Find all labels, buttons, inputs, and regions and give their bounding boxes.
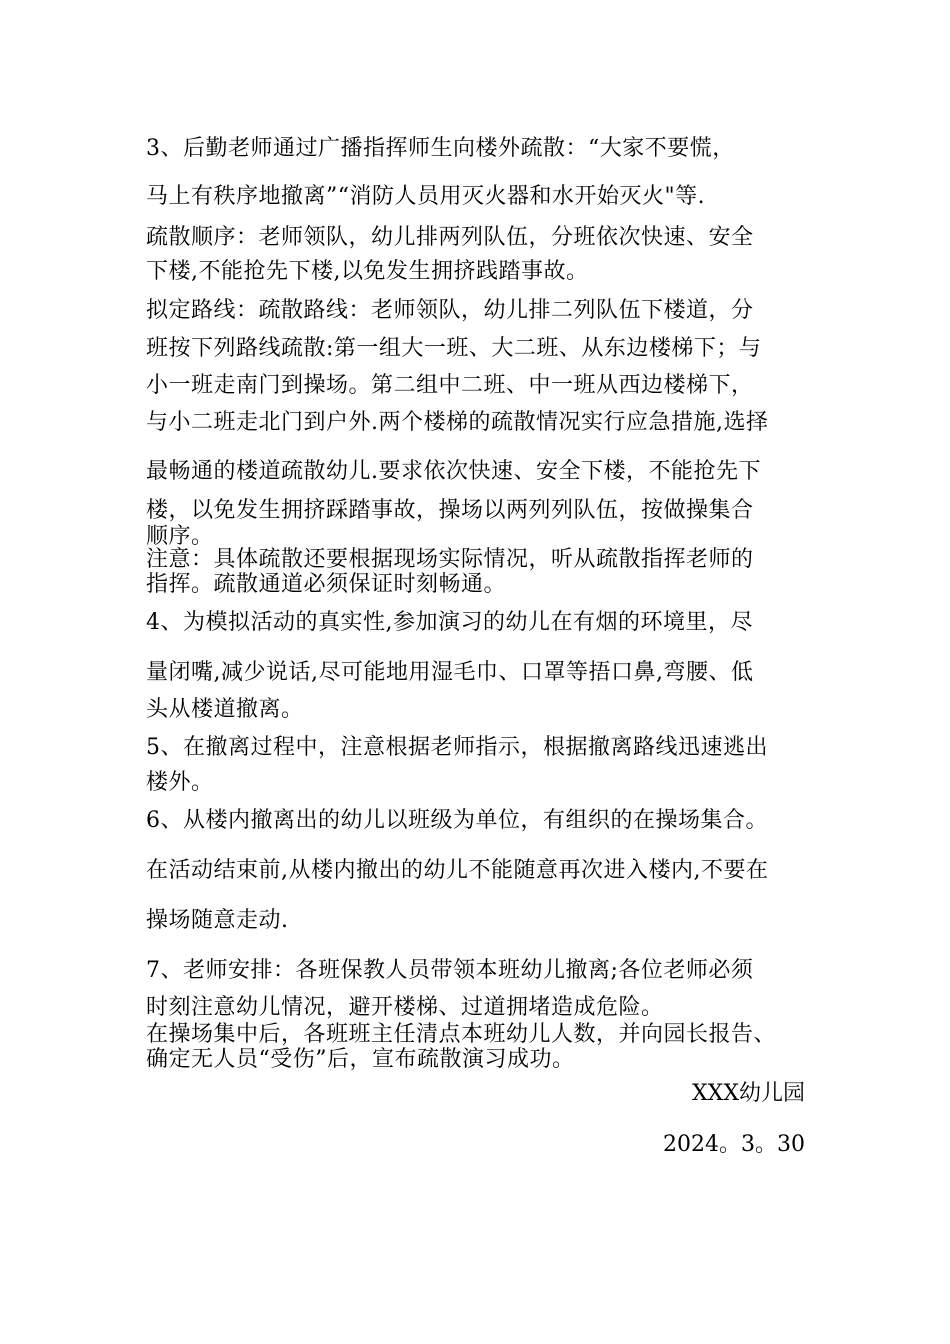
text-line: 拟定路线：疏散路线：老师领队，幼儿排二列队伍下楼道，分	[146, 298, 754, 323]
text-line: 与小二班走北门到户外.两个楼梯的疏散情况实行应急措施,选择	[146, 410, 769, 435]
text-line: 小一班走南门到操场。第二组中二班、中一班从西边楼梯下，	[146, 373, 754, 398]
text-line: 操场随意走动.	[146, 908, 289, 933]
text-line: 在操场集中后，各班班主任清点本班幼儿人数，并向园长报告、	[146, 1022, 777, 1047]
text-line: 时刻注意幼儿情况，避开楼梯、过道拥堵造成危险。	[146, 995, 664, 1020]
text-line: 量闭嘴,减少说话,尽可能地用湿毛巾、口罩等捂口鼻,弯腰、低	[146, 660, 754, 685]
text-line: 5、在撤离过程中，注意根据老师指示，根据撤离路线迅速逃出	[146, 735, 768, 760]
text-line: 3、后勤老师通过广播指挥师生向楼外疏散：“大家不要慌，	[146, 136, 735, 161]
text-line: 马上有秩序地撤离”“消防人员用灭火器和水开始灭火"等.	[146, 184, 706, 209]
text-line: 班按下列路线疏散:第一组大一班、大二班、从东边楼梯下；与	[146, 336, 762, 361]
text-line: 最畅通的楼道疏散幼儿.要求依次快速、安全下楼，不能抢先下	[146, 459, 761, 484]
text-line: 楼外。	[146, 770, 214, 795]
text-line: 头从楼道撤离。	[146, 697, 304, 722]
text-line: 在活动结束前,从楼内撤出的幼儿不能随意再次进入楼内,不要在	[146, 858, 769, 883]
text-line: 疏散顺序：老师领队，幼儿排两列队伍，分班依次快速、安全	[146, 225, 754, 250]
document-date: 2024。3。30	[663, 1132, 805, 1157]
text-line: 4、为模拟活动的真实性,参加演习的幼儿在有烟的环境里，尽	[146, 610, 753, 635]
text-line: 确定无人员“受伤”后，宣布疏散演习成功。	[146, 1047, 575, 1072]
text-line: 6、从楼内撤离出的幼儿以班级为单位，有组织的在操场集合。	[146, 808, 768, 833]
text-line: 楼，以免发生拥挤踩踏事故，操场以两列列队伍，按做操集合	[146, 498, 754, 523]
text-line: 顺序。	[146, 524, 214, 549]
text-line: 7、老师安排：各班保教人员带领本班幼儿撤离;各位老师必须	[146, 958, 754, 983]
text-line: 下楼,不能抢先下楼,以免发生拥挤践踏事故。	[146, 259, 589, 284]
text-line: 注意：具体疏散还要根据现场实际情况，听从疏散指挥老师的	[146, 547, 754, 572]
text-line: 指挥。疏散通道必须保证时刻畅通。	[146, 572, 507, 597]
organization-signature: XXX幼儿园	[692, 1081, 805, 1106]
